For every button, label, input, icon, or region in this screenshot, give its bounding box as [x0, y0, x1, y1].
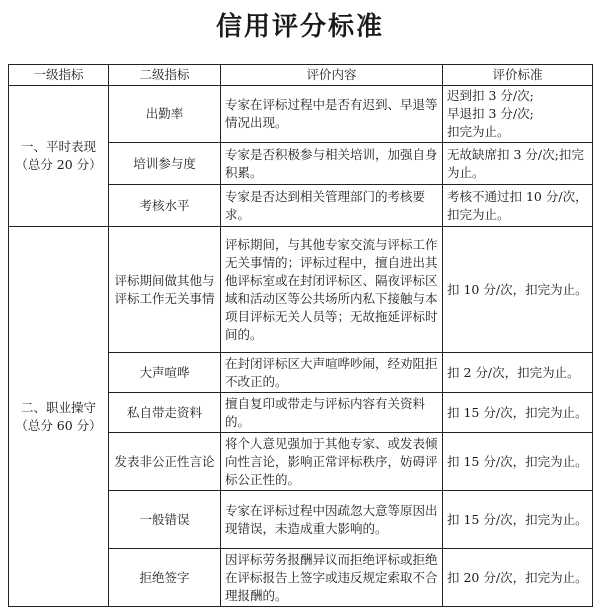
header-standard: 评价标准	[443, 65, 593, 86]
indicator-standard: 扣 15 分/次，扣完为止。	[443, 393, 593, 433]
group-sublabel: （总分 20 分）	[15, 157, 102, 172]
group-sublabel: （总分 60 分）	[15, 417, 102, 433]
standard-line: 迟到扣 3 分/次;	[447, 88, 534, 103]
indicator-name: 私自带走资料	[109, 393, 221, 433]
indicator-name: 发表非公正性言论	[109, 433, 221, 491]
table-body	[9, 86, 593, 607]
indicator-standard: 无故缺席扣 3 分/次;扣完为止。	[443, 143, 593, 185]
header-content: 评价内容	[221, 65, 443, 86]
indicator-name: 培训参与度	[109, 143, 221, 185]
header-level1: 一级指标	[9, 65, 109, 86]
indicator-name: 大声喧哗	[109, 353, 221, 393]
indicator-content: 专家在评标过程中是否有迟到、早退等情况出现。	[221, 86, 443, 143]
indicator-content: 专家在评标过程中因疏忽大意等原因出现错误，未造成重大影响的。	[221, 491, 443, 549]
indicator-name: 考核水平	[109, 185, 221, 227]
indicator-content: 专家是否积极参与相关培训，加强自身积累。	[221, 143, 443, 185]
indicator-name: 一般错误	[109, 491, 221, 549]
indicator-name: 评标期间做其他与评标工作无关事情	[109, 227, 221, 353]
indicator-name: 拒绝签字	[109, 549, 221, 607]
indicator-content: 因评标劳务报酬异议而拒绝评标或拒绝在评标报告上签字或违反规定索取不合理报酬的。	[221, 549, 443, 607]
page-title: 信用评分标准	[215, 12, 384, 42]
group-label: 二、职业操守	[20, 399, 96, 415]
indicator-standard: 扣 20 分/次，扣完为止。	[443, 549, 593, 607]
indicator-name: 出勤率	[109, 86, 221, 143]
indicator-standard	[443, 86, 593, 143]
indicator-standard: 扣 15 分/次，扣完为止。	[443, 433, 593, 491]
credit-score-table	[8, 64, 593, 607]
indicator-content: 擅自复印或带走与评标内容有关资料的。	[221, 393, 443, 433]
indicator-content: 在封闭评标区大声喧哗吵闹，经劝阻拒不改正的。	[221, 353, 443, 393]
table-header-row	[9, 65, 593, 86]
indicator-content: 专家是否达到相关管理部门的考核要求。	[221, 185, 443, 227]
table-row	[9, 86, 593, 143]
table-row	[9, 227, 593, 353]
group-label-cell	[9, 86, 109, 227]
group-label: 一、平时表现	[20, 139, 96, 154]
indicator-content: 将个人意见强加于其他专家、或发表倾向性言论，影响正常评标秩序，妨碍评标公正性的。	[221, 433, 443, 491]
standard-line: 早退扣 3 分/次;	[447, 106, 534, 121]
header-level2: 二级指标	[109, 65, 221, 86]
indicator-standard: 考核不通过扣 10 分/次，扣完为止。	[443, 185, 593, 227]
indicator-standard: 扣 2 分/次，扣完为止。	[443, 353, 593, 393]
indicator-standard: 扣 10 分/次，扣完为止。	[443, 227, 593, 353]
group-label-cell	[9, 227, 109, 607]
standard-line: 扣完为止。	[447, 124, 510, 139]
indicator-content: 评标期间，与其他专家交流与评标工作无关事情的；评标过程中，擅自进出其他评标室或在封闭评标区、隔夜评标区域和活动区等公共场所内私下接触与本项目评标无关人员等；无故拖延评标时间的。	[221, 227, 443, 353]
indicator-standard: 扣 15 分/次，扣完为止。	[443, 491, 593, 549]
